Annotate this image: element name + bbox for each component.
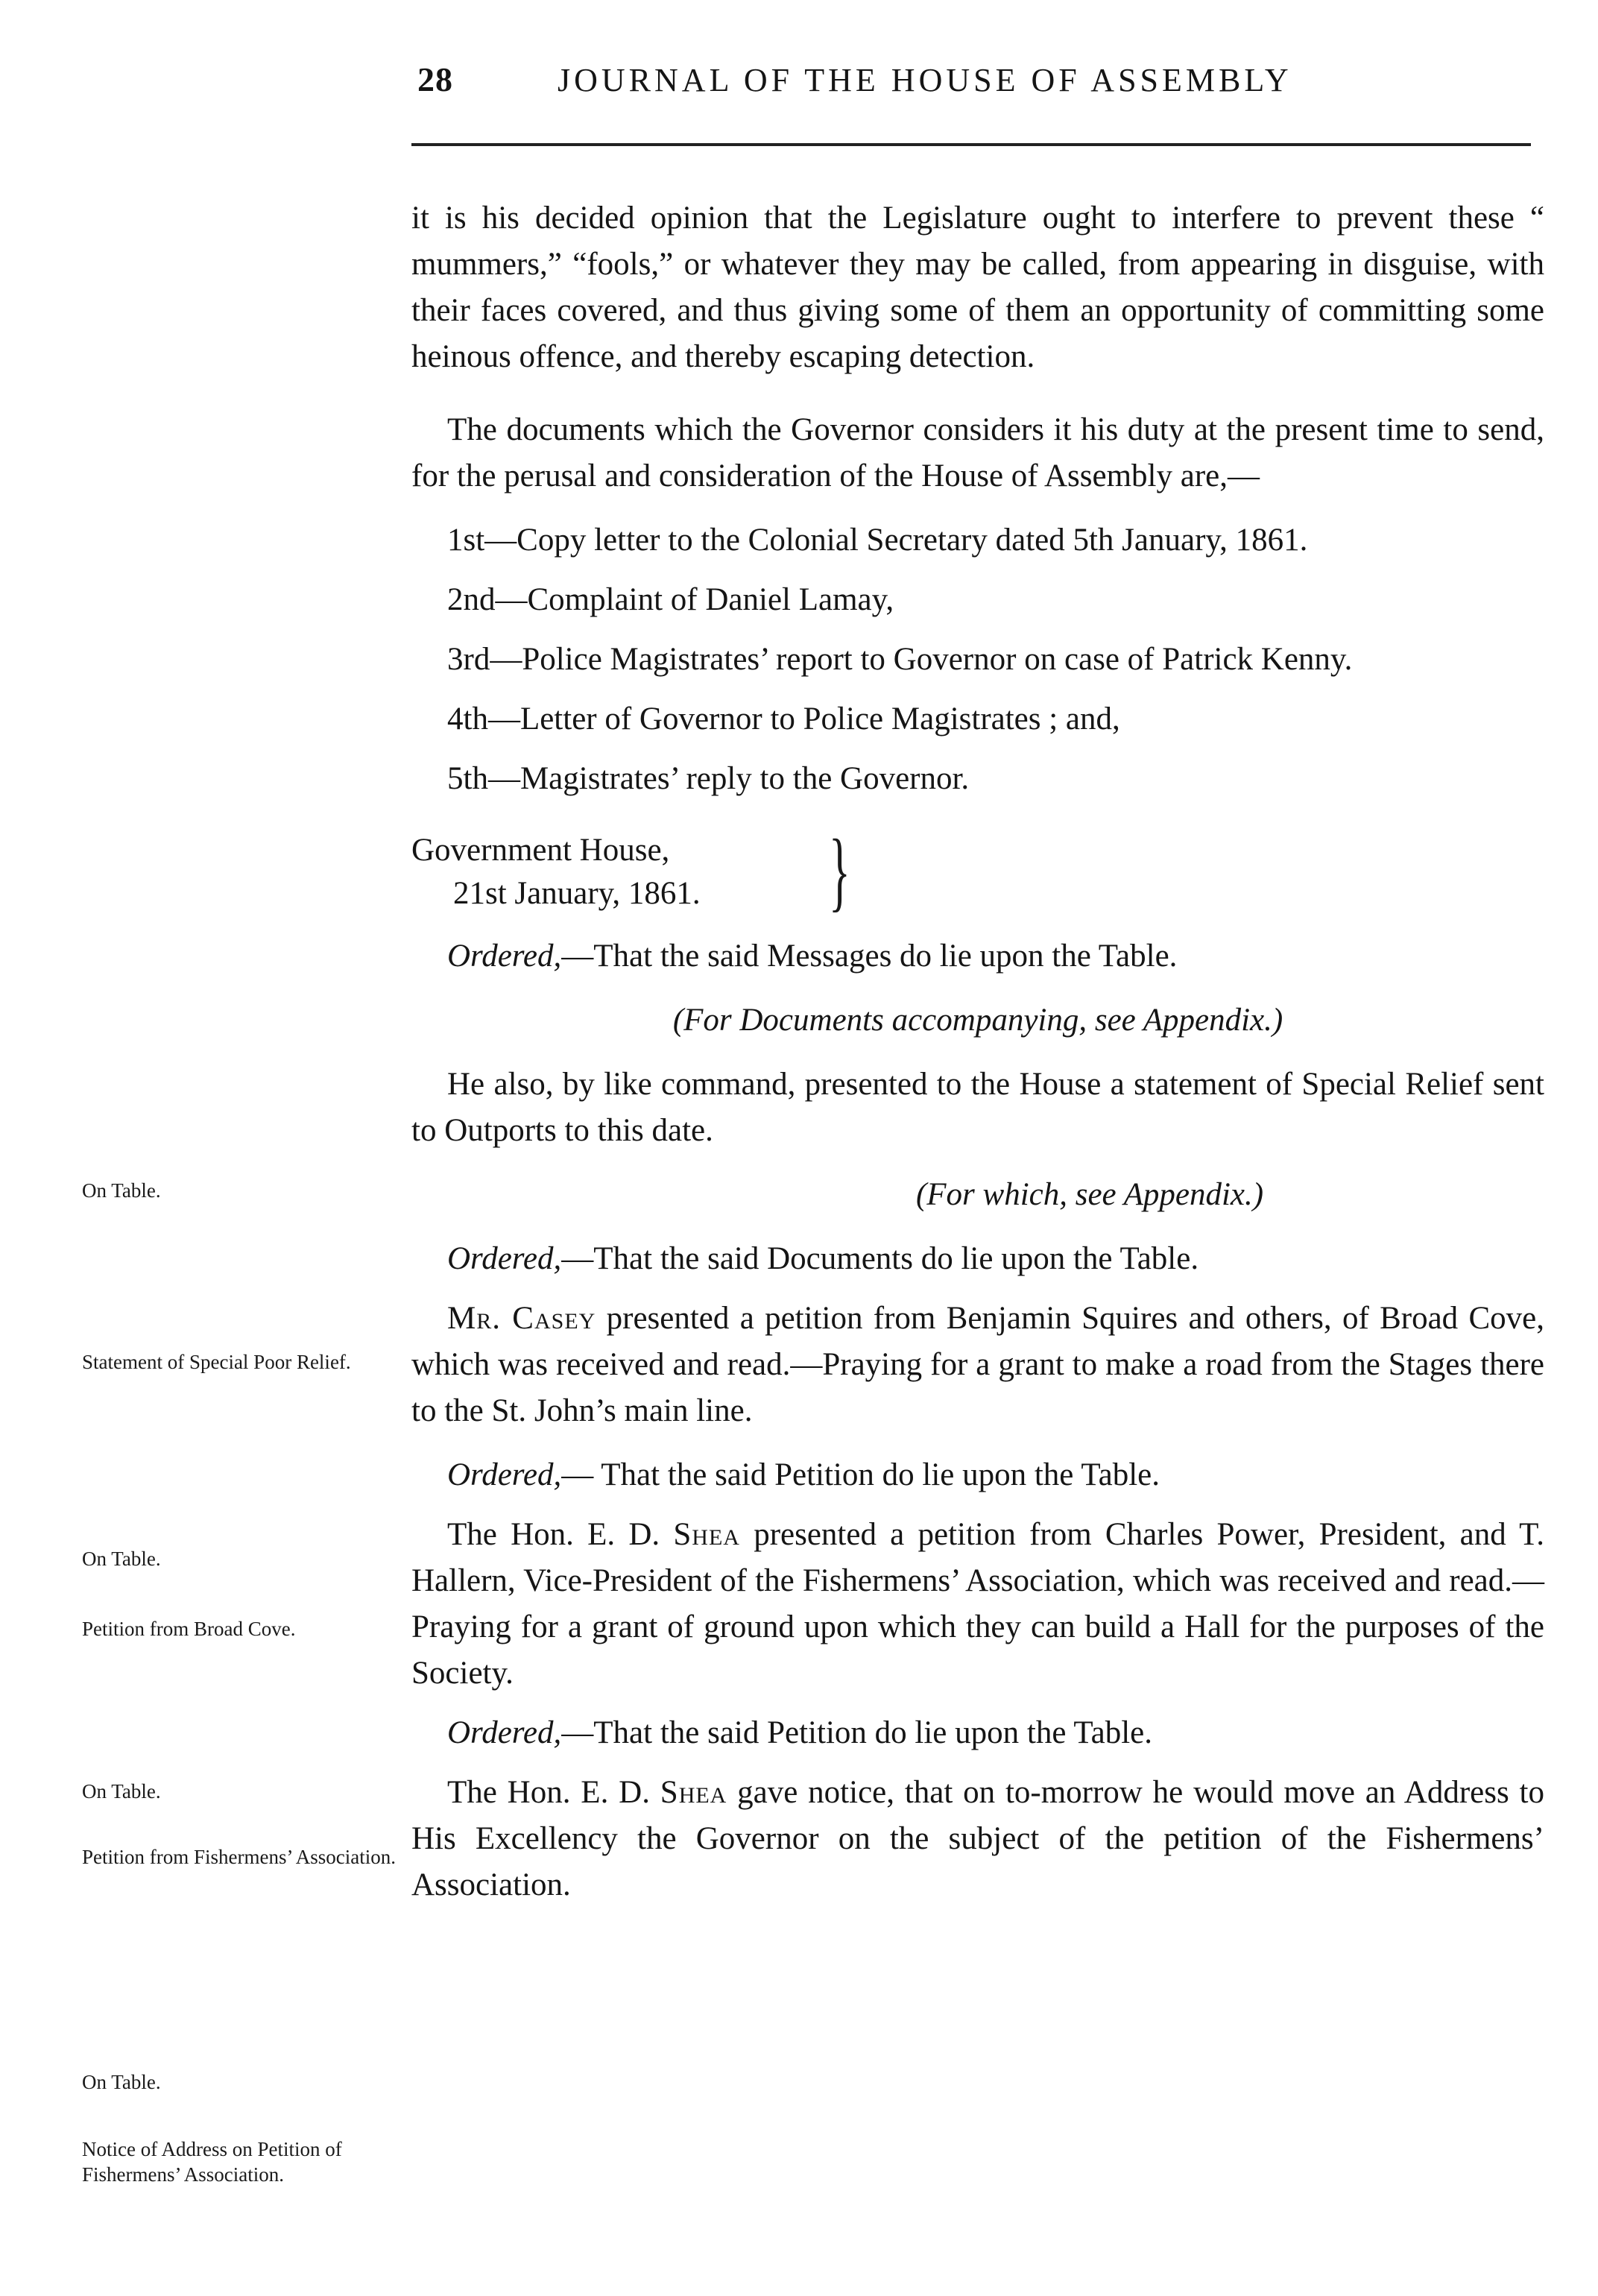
signature-date: 21st January, 1861. — [453, 876, 701, 911]
margin-note-on-table: On Table. — [82, 1780, 161, 1803]
margin-note-on-table: On Table. — [82, 2071, 161, 2093]
document-item-2: 2nd—Complaint of Daniel Lamay, — [447, 582, 894, 617]
signature-brace: } — [829, 821, 850, 920]
signature-place: Government House, — [411, 833, 670, 868]
ordered-label: Ordered, — [447, 1715, 562, 1750]
appendix-reference-documents: (For Documents accompanying, see Appendix.) — [672, 1003, 1283, 1038]
document-item-4: 4th—Letter of Governor to Police Magistrates ; and, — [447, 701, 1120, 737]
running-title: JOURNAL OF THE HOUSE OF ASSEMBLY — [558, 62, 1292, 98]
paragraph-special-relief: He also, by like command, presented to the House a statement of Special Relief sent to Outports to this date. — [411, 1067, 1544, 1148]
document-item-1: 1st—Copy letter to the Colonial Secretary dated 5th January, 1861. — [447, 523, 1308, 558]
ordered-label: Ordered, — [447, 1241, 562, 1276]
member-name-shea: Shea — [660, 1775, 727, 1810]
member-name-shea: Shea — [673, 1517, 740, 1552]
paragraph-casey-petition: Mr. Casey presented a petition from Benjamin Squires and others, of Broad Cove, which was received and read.—Praying for a grant to make a road from the Stages there to the St. John’s main line. — [411, 1301, 1544, 1428]
paragraph-shea-petition: The Hon. E. D. Shea presented a petition from Charles Power, President, and T. Hallern, Vice-President of the Fishermens’ Association, which was received and read.—Praying for a grant of ground upon which they can build a Hall for the purposes of the Society. — [411, 1517, 1544, 1691]
margin-note-petition-broad-cove: Petition from Broad Cove. — [82, 1618, 296, 1640]
ordered-label: Ordered, — [447, 1457, 562, 1492]
header-rule — [411, 143, 1531, 146]
member-name-casey: Mr. Casey — [447, 1301, 596, 1336]
ordered-messages: Ordered,—That the said Messages do lie upon the Table. — [447, 939, 1178, 974]
ordered-petition-broad-cove: Ordered,— That the said Petition do lie upon the Table. — [447, 1457, 1160, 1492]
document-item-5: 5th—Magistrates’ reply to the Governor. — [447, 761, 970, 796]
document-item-3: 3rd—Police Magistrates’ report to Governor on case of Patrick Kenny. — [447, 642, 1353, 677]
paragraph-documents-intro: The documents which the Governor considers it his duty at the present time to send, for the perusal and consideration of the House of Assembly are,— — [411, 412, 1544, 493]
page-number: 28 — [417, 60, 453, 98]
appendix-reference-relief: (For which, see Appendix.) — [915, 1177, 1264, 1212]
margin-note-notice-address: Notice of Address on Petition of Fishermens’ Association. — [82, 2138, 342, 2186]
signature-block — [411, 821, 1544, 920]
journal-body — [411, 195, 1544, 1908]
paragraph-governor-opinion: it is his decided opinion that the Legislature ought to interfere to prevent these “ mummers,” “fools,” or whatever they may be called, from appearing in disguise, with their faces covered, and thus giving some of them an opportunity of committing some heinous offence, and thereby escaping detection. — [411, 201, 1544, 374]
margin-note-petition-fishermens: Petition from Fishermens’ Association. — [82, 1846, 396, 1868]
margin-note-statement-relief: Statement of Special Poor Relief. — [82, 1351, 351, 1373]
margin-note-on-table: On Table. — [82, 1179, 161, 1202]
ordered-label: Ordered, — [447, 939, 562, 974]
page-header — [0, 60, 1598, 112]
ordered-petition-fishermens: Ordered,—That the said Petition do lie upon the Table. — [447, 1715, 1153, 1750]
paragraph-shea-notice: The Hon. E. D. Shea gave notice, that on to-morrow he would move an Address to His Excellency the Governor on the subject of the petition of the Fishermens’ Association. — [411, 1775, 1544, 1902]
ordered-documents: Ordered,—That the said Documents do lie upon the Table. — [447, 1241, 1199, 1276]
margin-note-on-table: On Table. — [82, 1548, 161, 1570]
